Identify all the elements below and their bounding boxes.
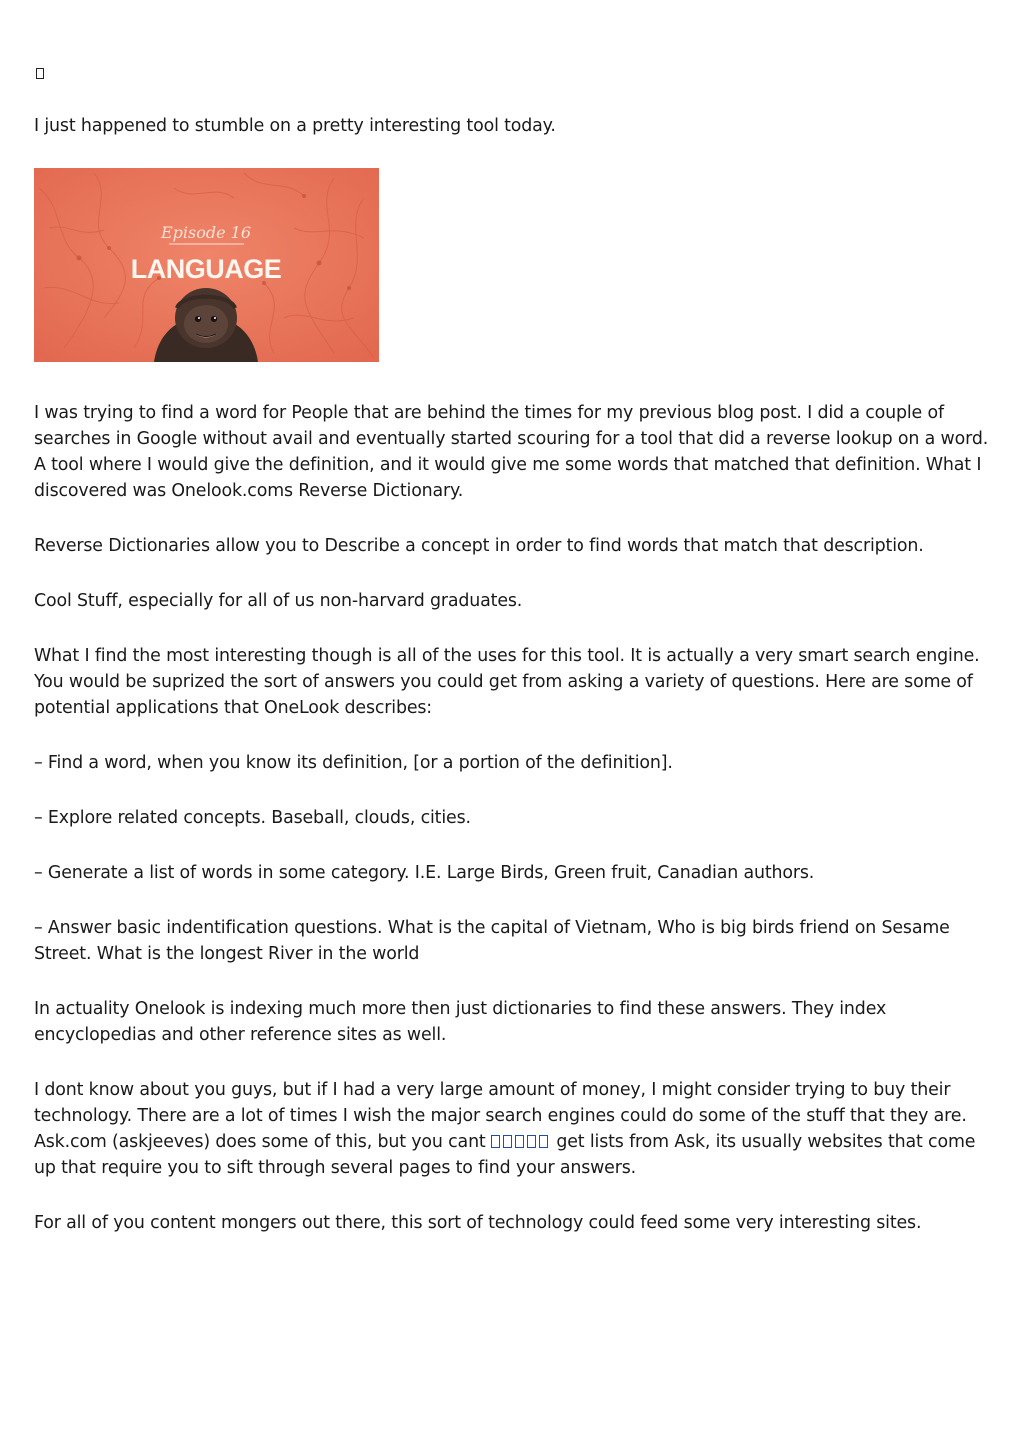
list-item-generate-list: – Generate a list of words in some category. I.E. Large Birds, Green fruit, Canadian authors. <box>34 863 815 883</box>
hero-episode-label: Episode 16 <box>160 223 252 242</box>
missing-glyph-icon <box>503 1135 512 1148</box>
missing-glyph-box-icon <box>34 64 992 83</box>
uses-paragraph: What I find the most interesting though is all of the uses for this tool. It is actually a very smart search engine. You would be suprized the sort of answers you could get from asking a variety of questions. Here are some of potential applications that OneLook describes: <box>34 646 980 718</box>
missing-glyph-icon <box>491 1135 500 1148</box>
hero-image <box>34 168 379 362</box>
hero-title-label: LANGUAGE <box>130 254 282 284</box>
missing-glyph-icon <box>539 1135 548 1148</box>
content-mongers-paragraph: For all of you content mongers out there, this sort of technology could feed some very interesting sites. <box>34 1213 922 1233</box>
definition-paragraph: Reverse Dictionaries allow you to Describe a concept in order to find words that match that description. <box>34 536 924 556</box>
list-item-answer-questions: – Answer basic indentification questions. What is the capital of Vietnam, Who is big birds friend on Sesame Street. What is the longest River in the world <box>34 918 950 964</box>
missing-glyph-link-icons <box>491 1132 551 1152</box>
missing-glyph-icon <box>515 1135 524 1148</box>
search-story-paragraph: I was trying to find a word for People that are behind the times for my previous blog post. I did a couple of searches in Google without avail and eventually started scouring for a tool that did a reverse lookup on a word. A tool where I would give the definition, and it would give me some words that matched that definition. What I discovered was Onelook.coms Reverse Dictionary. <box>34 403 989 501</box>
list-item-find-word: – Find a word, when you know its definition, [or a portion of the definition]. <box>34 753 673 773</box>
money-paragraph-before-link: I dont know about you guys, but if I had a very large amount of money, I might consider trying to buy their technology. There are a lot of times I wish the major search engines could do some of the stuff that they are. Ask.com (askjeeves) does some of this, but you cant <box>34 1080 967 1152</box>
money-paragraph-after-link: get lists from Ask, its usually websites that come up that require you to sift through several pages to find your answers. <box>34 1132 976 1178</box>
actuality-paragraph: In actuality Onelook is indexing much more then just dictionaries to find these answers. They index encyclopedias and other reference sites as well. <box>34 999 887 1045</box>
money-paragraph <box>34 1077 992 1181</box>
document-body <box>34 64 992 1265</box>
list-item-explore-concepts: – Explore related concepts. Baseball, clouds, cities. <box>34 808 471 828</box>
unrendered-link[interactable] <box>491 1132 551 1152</box>
cool-stuff-paragraph: Cool Stuff, especially for all of us non-harvard graduates. <box>34 591 523 611</box>
intro-paragraph: I just happened to stumble on a pretty interesting tool today. <box>34 116 556 136</box>
missing-glyph-icon <box>527 1135 536 1148</box>
